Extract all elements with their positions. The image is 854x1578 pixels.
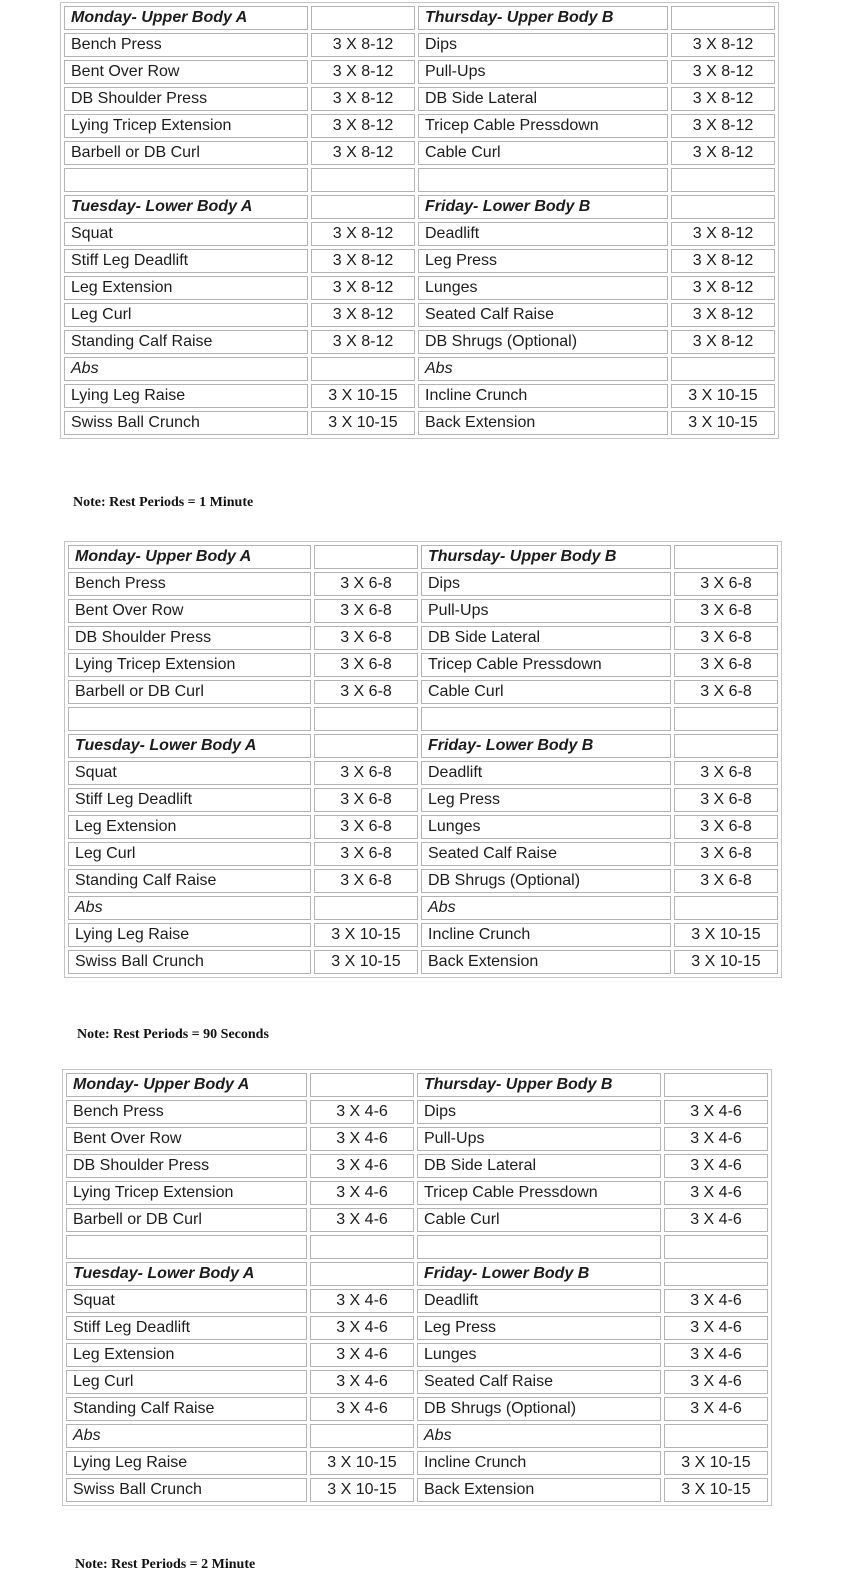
sets-reps-cell: 3 X 6-8 <box>674 842 778 866</box>
exercise-name-cell: Abs <box>66 1424 307 1448</box>
exercise-row <box>64 33 775 57</box>
exercise-name-cell: Leg Curl <box>68 842 311 866</box>
schedule-table-body <box>68 545 778 974</box>
sets-reps-cell <box>671 195 775 219</box>
sets-reps-cell: 3 X 8-12 <box>671 33 775 57</box>
exercise-name-cell: Leg Extension <box>64 276 308 300</box>
sets-reps-cell <box>664 1235 768 1259</box>
exercise-name-cell: Stiff Leg Deadlift <box>64 249 308 273</box>
exercise-name-cell: Squat <box>68 761 311 785</box>
exercise-name-cell: Dips <box>421 572 671 596</box>
sets-reps-cell: 3 X 10-15 <box>314 923 418 947</box>
exercise-name-cell: Back Extension <box>418 411 668 435</box>
schedule-block-2 <box>64 541 782 978</box>
exercise-row <box>66 1181 768 1205</box>
exercise-name-cell: Lunges <box>421 815 671 839</box>
day-header-cell: Thursday- Upper Body B <box>418 6 668 30</box>
sets-reps-cell: 3 X 4-6 <box>310 1181 414 1205</box>
exercise-name-cell: DB Shrugs (Optional) <box>418 330 668 354</box>
exercise-name-cell: Standing Calf Raise <box>64 330 308 354</box>
exercise-name-cell: Dips <box>417 1100 661 1124</box>
exercise-name-cell <box>64 168 308 192</box>
exercise-name-cell: Cable Curl <box>421 680 671 704</box>
exercise-name-cell: Deadlift <box>417 1289 661 1313</box>
exercise-name-cell: DB Shoulder Press <box>64 87 308 111</box>
exercise-name-cell: Standing Calf Raise <box>66 1397 307 1421</box>
sets-reps-cell: 3 X 4-6 <box>310 1208 414 1232</box>
day-header-cell: Tuesday- Lower Body A <box>64 195 308 219</box>
sets-reps-cell <box>314 545 418 569</box>
sets-reps-cell: 3 X 6-8 <box>674 653 778 677</box>
exercise-row <box>64 384 775 408</box>
exercise-name-cell: Pull-Ups <box>418 60 668 84</box>
sets-reps-cell: 3 X 8-12 <box>671 222 775 246</box>
exercise-name-cell: Leg Extension <box>66 1343 307 1367</box>
sets-reps-cell: 3 X 10-15 <box>310 1451 414 1475</box>
schedule-table-body <box>66 1073 768 1502</box>
schedule-block-1 <box>60 2 779 439</box>
sets-reps-cell: 3 X 4-6 <box>310 1343 414 1367</box>
rest-period-note-1: Note: Rest Periods = 1 Minute <box>73 495 254 510</box>
sets-reps-cell: 3 X 6-8 <box>674 680 778 704</box>
sets-reps-cell: 3 X 8-12 <box>311 33 415 57</box>
exercise-name-cell: Tricep Cable Pressdown <box>417 1181 661 1205</box>
exercise-name-cell: Leg Press <box>418 249 668 273</box>
sets-reps-cell: 3 X 4-6 <box>310 1370 414 1394</box>
exercise-row <box>66 1100 768 1124</box>
sets-reps-cell: 3 X 6-8 <box>674 761 778 785</box>
exercise-name-cell: Barbell or DB Curl <box>66 1208 307 1232</box>
rest-period-note-2: Note: Rest Periods = 90 Seconds <box>77 1027 269 1042</box>
exercise-name-cell: Bench Press <box>68 572 311 596</box>
day-header-row <box>66 1262 768 1286</box>
sets-reps-cell: 3 X 6-8 <box>674 788 778 812</box>
exercise-name-cell <box>68 707 311 731</box>
day-header-cell: Friday- Lower Body B <box>421 734 671 758</box>
schedule-block-3 <box>62 1069 772 1506</box>
sets-reps-cell <box>664 1424 768 1448</box>
exercise-name-cell: DB Shrugs (Optional) <box>421 869 671 893</box>
exercise-row <box>68 950 778 974</box>
sets-reps-cell: 3 X 4-6 <box>664 1370 768 1394</box>
exercise-row <box>64 141 775 165</box>
day-header-row <box>68 545 778 569</box>
exercise-name-cell <box>418 168 668 192</box>
sets-reps-cell: 3 X 4-6 <box>310 1154 414 1178</box>
exercise-name-cell: Abs <box>417 1424 661 1448</box>
sets-reps-cell <box>311 168 415 192</box>
sets-reps-cell: 3 X 6-8 <box>674 626 778 650</box>
exercise-row <box>68 626 778 650</box>
sets-reps-cell: 3 X 4-6 <box>310 1100 414 1124</box>
exercise-row <box>64 330 775 354</box>
exercise-name-cell <box>421 707 671 731</box>
sets-reps-cell <box>674 545 778 569</box>
exercise-name-cell: Seated Calf Raise <box>421 842 671 866</box>
sets-reps-cell: 3 X 4-6 <box>664 1289 768 1313</box>
sets-reps-cell: 3 X 6-8 <box>674 869 778 893</box>
sets-reps-cell <box>311 195 415 219</box>
sets-reps-cell: 3 X 8-12 <box>671 249 775 273</box>
exercise-name-cell: Lying Leg Raise <box>68 923 311 947</box>
sets-reps-cell: 3 X 8-12 <box>671 114 775 138</box>
schedule-table-2 <box>64 541 782 978</box>
exercise-row <box>64 249 775 273</box>
sets-reps-cell <box>310 1235 414 1259</box>
exercise-name-cell: DB Side Lateral <box>417 1154 661 1178</box>
sets-reps-cell <box>314 896 418 920</box>
sets-reps-cell: 3 X 10-15 <box>314 950 418 974</box>
exercise-name-cell: Pull-Ups <box>421 599 671 623</box>
sets-reps-cell <box>311 357 415 381</box>
exercise-name-cell: Dips <box>418 33 668 57</box>
sets-reps-cell: 3 X 10-15 <box>311 384 415 408</box>
day-header-cell: Monday- Upper Body A <box>64 6 308 30</box>
sets-reps-cell <box>310 1424 414 1448</box>
exercise-name-cell: Standing Calf Raise <box>68 869 311 893</box>
abs-header-row <box>66 1424 768 1448</box>
exercise-name-cell: Deadlift <box>421 761 671 785</box>
schedule-table-body <box>64 6 775 435</box>
schedule-table-1 <box>60 2 779 439</box>
sets-reps-cell: 3 X 4-6 <box>664 1181 768 1205</box>
exercise-name-cell: Lunges <box>418 276 668 300</box>
schedule-table-3 <box>62 1069 772 1506</box>
exercise-name-cell: Incline Crunch <box>421 923 671 947</box>
exercise-name-cell: DB Side Lateral <box>421 626 671 650</box>
exercise-row <box>68 869 778 893</box>
abs-header-row <box>68 896 778 920</box>
exercise-name-cell: Incline Crunch <box>417 1451 661 1475</box>
day-header-cell: Friday- Lower Body B <box>417 1262 661 1286</box>
exercise-name-cell: DB Shoulder Press <box>68 626 311 650</box>
sets-reps-cell: 3 X 6-8 <box>314 680 418 704</box>
exercise-name-cell: Seated Calf Raise <box>417 1370 661 1394</box>
day-header-row <box>66 1073 768 1097</box>
exercise-name-cell: Cable Curl <box>417 1208 661 1232</box>
spacer-row <box>68 707 778 731</box>
sets-reps-cell: 3 X 6-8 <box>314 653 418 677</box>
sets-reps-cell: 3 X 4-6 <box>310 1397 414 1421</box>
exercise-name-cell: Tricep Cable Pressdown <box>418 114 668 138</box>
day-header-row <box>68 734 778 758</box>
sets-reps-cell: 3 X 8-12 <box>671 303 775 327</box>
exercise-name-cell: Lying Tricep Extension <box>64 114 308 138</box>
exercise-name-cell: Stiff Leg Deadlift <box>68 788 311 812</box>
exercise-row <box>66 1289 768 1313</box>
exercise-name-cell: Bent Over Row <box>66 1127 307 1151</box>
sets-reps-cell: 3 X 10-15 <box>664 1451 768 1475</box>
exercise-name-cell: Back Extension <box>421 950 671 974</box>
exercise-name-cell: Bent Over Row <box>64 60 308 84</box>
exercise-name-cell: Abs <box>418 357 668 381</box>
sets-reps-cell <box>314 734 418 758</box>
exercise-name-cell: Tricep Cable Pressdown <box>421 653 671 677</box>
sets-reps-cell <box>310 1262 414 1286</box>
exercise-name-cell: Lying Leg Raise <box>66 1451 307 1475</box>
exercise-name-cell: Squat <box>64 222 308 246</box>
exercise-name-cell: Leg Press <box>417 1316 661 1340</box>
sets-reps-cell: 3 X 8-12 <box>671 87 775 111</box>
sets-reps-cell <box>674 734 778 758</box>
exercise-name-cell: Lunges <box>417 1343 661 1367</box>
exercise-name-cell: Back Extension <box>417 1478 661 1502</box>
sets-reps-cell: 3 X 6-8 <box>674 572 778 596</box>
sets-reps-cell: 3 X 6-8 <box>314 842 418 866</box>
sets-reps-cell: 3 X 10-15 <box>664 1478 768 1502</box>
exercise-row <box>68 923 778 947</box>
sets-reps-cell: 3 X 8-12 <box>311 114 415 138</box>
day-header-row <box>64 6 775 30</box>
exercise-row <box>64 303 775 327</box>
exercise-row <box>64 222 775 246</box>
day-header-row <box>64 195 775 219</box>
exercise-name-cell: Cable Curl <box>418 141 668 165</box>
exercise-row <box>68 761 778 785</box>
exercise-name-cell: Swiss Ball Crunch <box>64 411 308 435</box>
sets-reps-cell: 3 X 4-6 <box>664 1154 768 1178</box>
sets-reps-cell: 3 X 4-6 <box>310 1127 414 1151</box>
exercise-name-cell: Pull-Ups <box>417 1127 661 1151</box>
sets-reps-cell: 3 X 4-6 <box>664 1127 768 1151</box>
exercise-name-cell: Bent Over Row <box>68 599 311 623</box>
sets-reps-cell: 3 X 8-12 <box>311 222 415 246</box>
abs-header-row <box>64 357 775 381</box>
exercise-name-cell: Swiss Ball Crunch <box>68 950 311 974</box>
exercise-row <box>64 114 775 138</box>
exercise-name-cell <box>66 1235 307 1259</box>
day-header-cell: Thursday- Upper Body B <box>417 1073 661 1097</box>
sets-reps-cell: 3 X 8-12 <box>311 249 415 273</box>
exercise-name-cell: Leg Curl <box>64 303 308 327</box>
sets-reps-cell <box>671 168 775 192</box>
sets-reps-cell: 3 X 6-8 <box>314 626 418 650</box>
exercise-name-cell: Leg Press <box>421 788 671 812</box>
exercise-row <box>64 276 775 300</box>
sets-reps-cell: 3 X 10-15 <box>311 411 415 435</box>
sets-reps-cell: 3 X 8-12 <box>311 141 415 165</box>
exercise-name-cell: Deadlift <box>418 222 668 246</box>
sets-reps-cell: 3 X 6-8 <box>314 869 418 893</box>
sets-reps-cell: 3 X 8-12 <box>671 141 775 165</box>
exercise-row <box>64 87 775 111</box>
sets-reps-cell: 3 X 4-6 <box>664 1208 768 1232</box>
sets-reps-cell: 3 X 10-15 <box>671 411 775 435</box>
sets-reps-cell: 3 X 4-6 <box>664 1343 768 1367</box>
exercise-row <box>66 1316 768 1340</box>
sets-reps-cell <box>311 6 415 30</box>
exercise-row <box>66 1451 768 1475</box>
exercise-name-cell: Lying Tricep Extension <box>66 1181 307 1205</box>
sets-reps-cell: 3 X 4-6 <box>664 1397 768 1421</box>
day-header-cell: Tuesday- Lower Body A <box>66 1262 307 1286</box>
exercise-name-cell: Leg Curl <box>66 1370 307 1394</box>
exercise-row <box>68 572 778 596</box>
sets-reps-cell: 3 X 10-15 <box>674 950 778 974</box>
exercise-name-cell: Lying Leg Raise <box>64 384 308 408</box>
sets-reps-cell: 3 X 8-12 <box>311 87 415 111</box>
exercise-row <box>66 1397 768 1421</box>
exercise-row <box>68 599 778 623</box>
exercise-name-cell: Leg Extension <box>68 815 311 839</box>
sets-reps-cell: 3 X 8-12 <box>311 276 415 300</box>
exercise-row <box>66 1208 768 1232</box>
sets-reps-cell: 3 X 6-8 <box>314 572 418 596</box>
sets-reps-cell <box>671 6 775 30</box>
sets-reps-cell <box>664 1073 768 1097</box>
sets-reps-cell: 3 X 6-8 <box>314 761 418 785</box>
sets-reps-cell: 3 X 8-12 <box>311 303 415 327</box>
spacer-row <box>64 168 775 192</box>
sets-reps-cell: 3 X 6-8 <box>314 599 418 623</box>
sets-reps-cell <box>674 896 778 920</box>
exercise-name-cell: Swiss Ball Crunch <box>66 1478 307 1502</box>
sets-reps-cell: 3 X 4-6 <box>310 1289 414 1313</box>
exercise-row <box>68 653 778 677</box>
sets-reps-cell <box>310 1073 414 1097</box>
exercise-name-cell: Abs <box>64 357 308 381</box>
sets-reps-cell: 3 X 8-12 <box>311 330 415 354</box>
sets-reps-cell: 3 X 10-15 <box>310 1478 414 1502</box>
exercise-row <box>66 1154 768 1178</box>
exercise-name-cell: Squat <box>66 1289 307 1313</box>
exercise-name-cell: Bench Press <box>66 1100 307 1124</box>
sets-reps-cell: 3 X 4-6 <box>310 1316 414 1340</box>
exercise-name-cell: Incline Crunch <box>418 384 668 408</box>
sets-reps-cell: 3 X 6-8 <box>674 815 778 839</box>
exercise-row <box>64 60 775 84</box>
exercise-row <box>68 788 778 812</box>
sets-reps-cell: 3 X 6-8 <box>314 788 418 812</box>
exercise-row <box>66 1343 768 1367</box>
exercise-row <box>68 815 778 839</box>
exercise-row <box>66 1370 768 1394</box>
exercise-name-cell: Barbell or DB Curl <box>68 680 311 704</box>
sets-reps-cell: 3 X 4-6 <box>664 1316 768 1340</box>
sets-reps-cell: 3 X 10-15 <box>674 923 778 947</box>
spacer-row <box>66 1235 768 1259</box>
exercise-row <box>64 411 775 435</box>
sets-reps-cell: 3 X 6-8 <box>314 815 418 839</box>
exercise-name-cell: DB Shrugs (Optional) <box>417 1397 661 1421</box>
exercise-name-cell: Abs <box>68 896 311 920</box>
exercise-name-cell: Seated Calf Raise <box>418 303 668 327</box>
sets-reps-cell <box>674 707 778 731</box>
day-header-cell: Tuesday- Lower Body A <box>68 734 311 758</box>
exercise-name-cell: Barbell or DB Curl <box>64 141 308 165</box>
exercise-row <box>68 842 778 866</box>
exercise-name-cell <box>417 1235 661 1259</box>
sets-reps-cell: 3 X 8-12 <box>311 60 415 84</box>
day-header-cell: Monday- Upper Body A <box>66 1073 307 1097</box>
sets-reps-cell <box>671 357 775 381</box>
rest-period-note-3: Note: Rest Periods = 2 Minute <box>75 1557 256 1572</box>
day-header-cell: Thursday- Upper Body B <box>421 545 671 569</box>
sets-reps-cell: 3 X 8-12 <box>671 330 775 354</box>
exercise-name-cell: Bench Press <box>64 33 308 57</box>
sets-reps-cell: 3 X 6-8 <box>674 599 778 623</box>
day-header-cell: Monday- Upper Body A <box>68 545 311 569</box>
exercise-name-cell: Lying Tricep Extension <box>68 653 311 677</box>
exercise-row <box>68 680 778 704</box>
sets-reps-cell <box>664 1262 768 1286</box>
sets-reps-cell: 3 X 8-12 <box>671 276 775 300</box>
exercise-name-cell: Abs <box>421 896 671 920</box>
exercise-row <box>66 1127 768 1151</box>
exercise-name-cell: Stiff Leg Deadlift <box>66 1316 307 1340</box>
day-header-cell: Friday- Lower Body B <box>418 195 668 219</box>
exercise-row <box>66 1478 768 1502</box>
sets-reps-cell: 3 X 4-6 <box>664 1100 768 1124</box>
exercise-name-cell: DB Side Lateral <box>418 87 668 111</box>
sets-reps-cell <box>314 707 418 731</box>
sets-reps-cell: 3 X 8-12 <box>671 60 775 84</box>
sets-reps-cell: 3 X 10-15 <box>671 384 775 408</box>
exercise-name-cell: DB Shoulder Press <box>66 1154 307 1178</box>
